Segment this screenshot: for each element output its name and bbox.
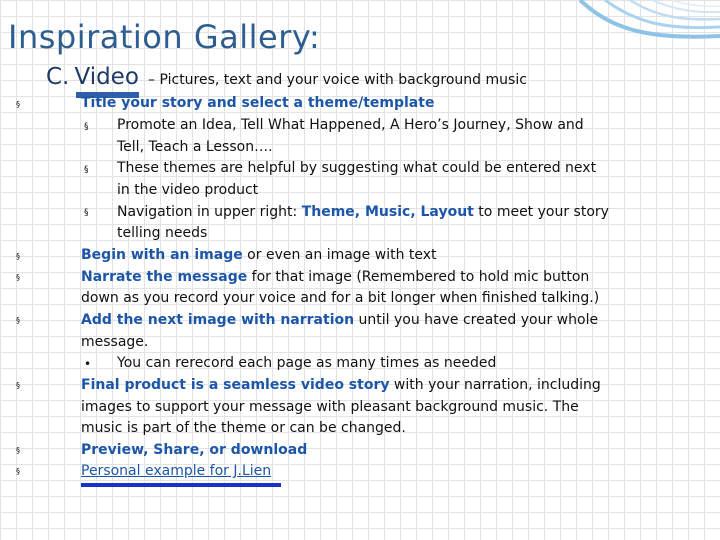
item-navigation: Navigation in upper right: Theme, Music, Layout to meet your story <box>117 204 609 220</box>
link-underline-bar <box>81 483 281 487</box>
item-add-image: Add the next image with narration until you have created your whole <box>81 312 599 328</box>
item-helpful-cont: in the video product <box>117 182 259 198</box>
bullet-icon: § <box>16 446 20 455</box>
bullet-icon: § <box>16 316 20 325</box>
page-title: Inspiration Gallery: <box>8 18 321 56</box>
item-helpful: These themes are helpful by suggesting what could be entered next <box>117 160 597 176</box>
item-narrate: Narrate the message for that image (Remembered to hold mic button <box>81 269 590 285</box>
navigation-highlight: Theme, Music, Layout <box>301 204 474 220</box>
item-navigation-cont: telling needs <box>117 225 208 241</box>
bullet-icon: § <box>16 467 20 476</box>
item-rerecord: You can rerecord each page as many times as needed <box>117 355 497 371</box>
bullet-icon: § <box>16 100 20 109</box>
sub-bullet-dot-icon: • <box>84 357 92 371</box>
item-title-story: Title your story and select a theme/template <box>81 95 435 111</box>
sub-bullet-icon: § <box>84 208 89 218</box>
item-narrate-cont: down as you record your voice and for a bit longer when finished talking.) <box>81 290 600 306</box>
section-heading <box>46 64 527 90</box>
bullet-icon: § <box>16 381 20 390</box>
item-add-image-cont: message. <box>81 334 149 350</box>
sub-bullet-icon: § <box>84 165 89 175</box>
item-final-product-cont: images to support your message with pleasant background music. The <box>81 399 579 415</box>
section-word: Video <box>74 64 138 90</box>
section-letter: C. <box>46 64 70 90</box>
section-description: – Pictures, text and your voice with background music <box>148 72 527 88</box>
item-final-product-cont2: music is part of the theme or can be changed. <box>81 420 406 436</box>
item-theme-examples: Promote an Idea, Tell What Happened, A Hero’s Journey, Show and <box>117 117 584 133</box>
item-begin-image: Begin with an image or even an image with text <box>81 247 437 263</box>
personal-example-link[interactable]: Personal example for J.Lien <box>81 463 272 479</box>
bullet-icon: § <box>16 252 20 261</box>
bullet-icon: § <box>16 273 20 282</box>
sub-bullet-icon: § <box>84 122 89 132</box>
item-preview: Preview, Share, or download <box>81 442 308 458</box>
item-theme-examples-cont: Tell, Teach a Lesson…. <box>117 139 273 155</box>
decorative-swoosh <box>440 0 720 70</box>
item-final-product: Final product is a seamless video story with your narration, including <box>81 377 601 393</box>
